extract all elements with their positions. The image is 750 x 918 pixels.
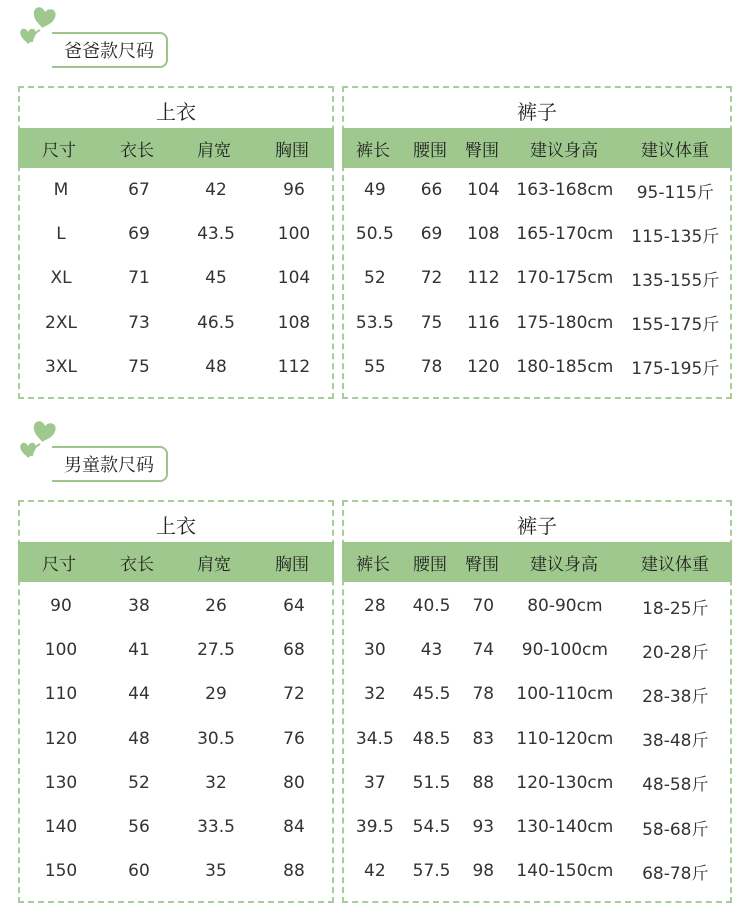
table-header-row [342, 128, 732, 168]
table-cell: 29 [205, 684, 227, 705]
table-row [20, 769, 332, 797]
table-cell: 52 [364, 268, 386, 289]
header-divider [20, 168, 332, 170]
table-row [20, 813, 332, 841]
table-cell: 88 [283, 861, 305, 882]
table-cell: 135-155斤 [631, 270, 720, 291]
table-cell: 73 [128, 312, 150, 333]
table-cell: 32 [205, 772, 227, 793]
table-title: 裤子 [517, 514, 557, 538]
table-cell: 42 [364, 861, 386, 882]
table-row [20, 353, 332, 381]
table-cell: 88 [472, 772, 495, 793]
header-cell: 衣长 [120, 554, 154, 575]
table-row [344, 769, 730, 797]
section-tag [18, 6, 188, 64]
table-cell: 95-115斤 [636, 182, 714, 203]
header-cell: 臀围 [465, 140, 499, 161]
table-cell: 116 [467, 312, 500, 333]
table-cell: 28-38斤 [642, 686, 709, 707]
table-cell: 53.5 [355, 312, 394, 333]
table-cell: 120 [44, 728, 78, 749]
table-cell: 104 [467, 180, 500, 200]
table-row [344, 592, 730, 620]
table-title: 裤子 [517, 100, 557, 124]
table-cell: 150 [44, 861, 78, 882]
table-cell: 108 [467, 224, 500, 245]
table-cell: 115-135斤 [631, 226, 720, 247]
table-cell: 100 [44, 640, 78, 661]
table-cell: 2XL [45, 312, 77, 333]
table-cell: 75 [128, 356, 150, 377]
top-size-table [18, 86, 334, 399]
table-cell: 54.5 [412, 817, 451, 837]
table-row [20, 592, 332, 620]
top-size-table [18, 500, 334, 903]
table-row [20, 636, 332, 664]
pants-size-table [342, 500, 732, 903]
table-cell: 130 [44, 772, 78, 793]
table-cell: 112 [277, 356, 311, 377]
table-cell: 100 [277, 224, 311, 245]
table-cell: 3XL [45, 356, 77, 377]
table-row [20, 857, 332, 885]
table-row [20, 680, 332, 708]
table-cell: 26 [205, 596, 227, 616]
table-cell: 80-90cm [527, 596, 603, 616]
table-cell: 43 [420, 640, 443, 661]
table-cell: 39.5 [355, 817, 394, 837]
table-cell: XL [50, 268, 72, 289]
table-cell: 112 [467, 268, 500, 289]
table-row [344, 813, 730, 841]
table-row [344, 353, 730, 381]
table-cell: 110 [44, 684, 78, 705]
header-cell: 胸围 [275, 554, 309, 575]
header-cell: 腰围 [413, 554, 447, 575]
table-cell: L [56, 224, 66, 245]
table-row [20, 220, 332, 248]
table-cell: 120 [467, 356, 500, 377]
table-cell: 48.5 [412, 728, 451, 749]
table-cell: 28 [364, 596, 386, 616]
table-title: 上衣 [156, 100, 196, 124]
table-cell: 38 [128, 596, 150, 616]
table-cell: 20-28斤 [642, 642, 709, 663]
table-cell: 70 [472, 596, 495, 616]
table-header-row [18, 542, 334, 582]
header-cell: 建议体重 [641, 140, 709, 161]
table-row [344, 220, 730, 248]
header-cell: 裤长 [356, 554, 390, 575]
table-cell: 67 [128, 180, 150, 200]
table-cell: 35 [205, 861, 227, 882]
table-cell: 40.5 [412, 596, 451, 616]
table-cell: 44 [128, 684, 150, 705]
table-cell: 170-175cm [516, 268, 614, 289]
table-cell: 180-185cm [516, 356, 614, 377]
table-cell: 41 [128, 640, 150, 661]
table-cell: 108 [277, 312, 311, 333]
table-cell: 98 [472, 861, 495, 882]
table-cell: 140-150cm [516, 861, 614, 882]
section-tag-label: 爸爸款尺码 [52, 32, 168, 68]
table-cell: 32 [364, 684, 386, 705]
pants-size-table [342, 86, 732, 399]
table-cell: 83 [472, 728, 495, 749]
header-cell: 尺寸 [42, 140, 76, 161]
table-cell: 163-168cm [516, 180, 614, 200]
table-cell: 78 [420, 356, 443, 377]
table-cell: 68-78斤 [642, 863, 709, 884]
table-cell: 120-130cm [516, 772, 614, 793]
table-cell: 37 [364, 772, 386, 793]
table-row [344, 857, 730, 885]
table-cell: 48-58斤 [642, 775, 709, 796]
table-title: 上衣 [156, 514, 196, 538]
table-cell: 72 [283, 684, 305, 705]
table-cell: 38-48斤 [642, 731, 709, 752]
table-header-row [342, 542, 732, 582]
table-cell: 51.5 [412, 772, 451, 793]
table-row [20, 264, 332, 292]
table-cell: 71 [128, 268, 150, 289]
table-cell: 45 [205, 268, 227, 289]
table-cell: 75 [420, 312, 443, 333]
table-cell: 66 [420, 180, 443, 200]
table-cell: 56 [128, 817, 150, 837]
table-cell: 110-120cm [516, 728, 614, 749]
table-cell: 96 [283, 180, 305, 200]
header-cell: 衣长 [120, 140, 154, 161]
table-cell: 30 [364, 640, 386, 661]
table-cell: 52 [128, 772, 150, 793]
table-cell: 130-140cm [516, 817, 614, 837]
table-cell: 45.5 [412, 684, 451, 705]
table-cell: 84 [283, 817, 305, 837]
table-row [20, 725, 332, 753]
header-cell: 胸围 [275, 140, 309, 161]
section-tag [18, 420, 188, 478]
table-cell: 100-110cm [516, 684, 614, 705]
table-cell: M [53, 180, 69, 200]
header-cell: 裤长 [356, 140, 390, 161]
table-cell: 48 [205, 356, 227, 377]
table-cell: 27.5 [197, 640, 235, 661]
table-cell: 30.5 [197, 728, 235, 749]
table-cell: 93 [472, 817, 495, 837]
table-cell: 64 [283, 596, 305, 616]
table-cell: 165-170cm [516, 224, 614, 245]
table-cell: 72 [420, 268, 443, 289]
table-cell: 60 [128, 861, 150, 882]
table-cell: 42 [205, 180, 227, 200]
table-cell: 48 [128, 728, 150, 749]
table-row [20, 309, 332, 337]
table-cell: 34.5 [355, 728, 394, 749]
table-cell: 78 [472, 684, 495, 705]
table-cell: 155-175斤 [631, 315, 720, 336]
header-cell: 建议身高 [530, 554, 598, 575]
table-cell: 18-25斤 [642, 598, 709, 619]
table-cell: 69 [420, 224, 443, 245]
table-cell: 43.5 [197, 224, 235, 245]
header-cell: 肩宽 [197, 554, 231, 575]
header-cell: 肩宽 [197, 140, 231, 161]
table-cell: 104 [277, 268, 311, 289]
table-cell: 140 [44, 817, 78, 837]
table-cell: 46.5 [197, 312, 235, 333]
header-cell: 尺寸 [42, 554, 76, 575]
table-cell: 175-195斤 [631, 359, 720, 380]
table-row [344, 680, 730, 708]
table-row [344, 309, 730, 337]
table-cell: 90-100cm [521, 640, 608, 661]
table-cell: 80 [283, 772, 305, 793]
table-cell: 49 [364, 180, 386, 200]
table-cell: 68 [283, 640, 305, 661]
section-tag-label: 男童款尺码 [52, 446, 168, 482]
table-cell: 33.5 [197, 817, 235, 837]
table-cell: 74 [472, 640, 495, 661]
header-divider [20, 582, 332, 584]
table-cell: 69 [128, 224, 150, 245]
table-cell: 57.5 [412, 861, 451, 882]
header-cell: 建议体重 [641, 554, 709, 575]
table-cell: 55 [364, 356, 386, 377]
table-row [20, 176, 332, 204]
table-row [344, 264, 730, 292]
header-cell: 腰围 [413, 140, 447, 161]
header-cell: 建议身高 [530, 140, 598, 161]
table-cell: 76 [283, 728, 305, 749]
table-cell: 175-180cm [516, 312, 614, 333]
table-row [344, 725, 730, 753]
table-header-row [18, 128, 334, 168]
header-cell: 臀围 [465, 554, 499, 575]
table-row [344, 636, 730, 664]
header-divider [344, 168, 730, 170]
table-row [344, 176, 730, 204]
table-cell: 50.5 [355, 224, 394, 245]
table-cell: 58-68斤 [642, 819, 709, 840]
header-divider [344, 582, 730, 584]
table-cell: 90 [50, 596, 72, 616]
